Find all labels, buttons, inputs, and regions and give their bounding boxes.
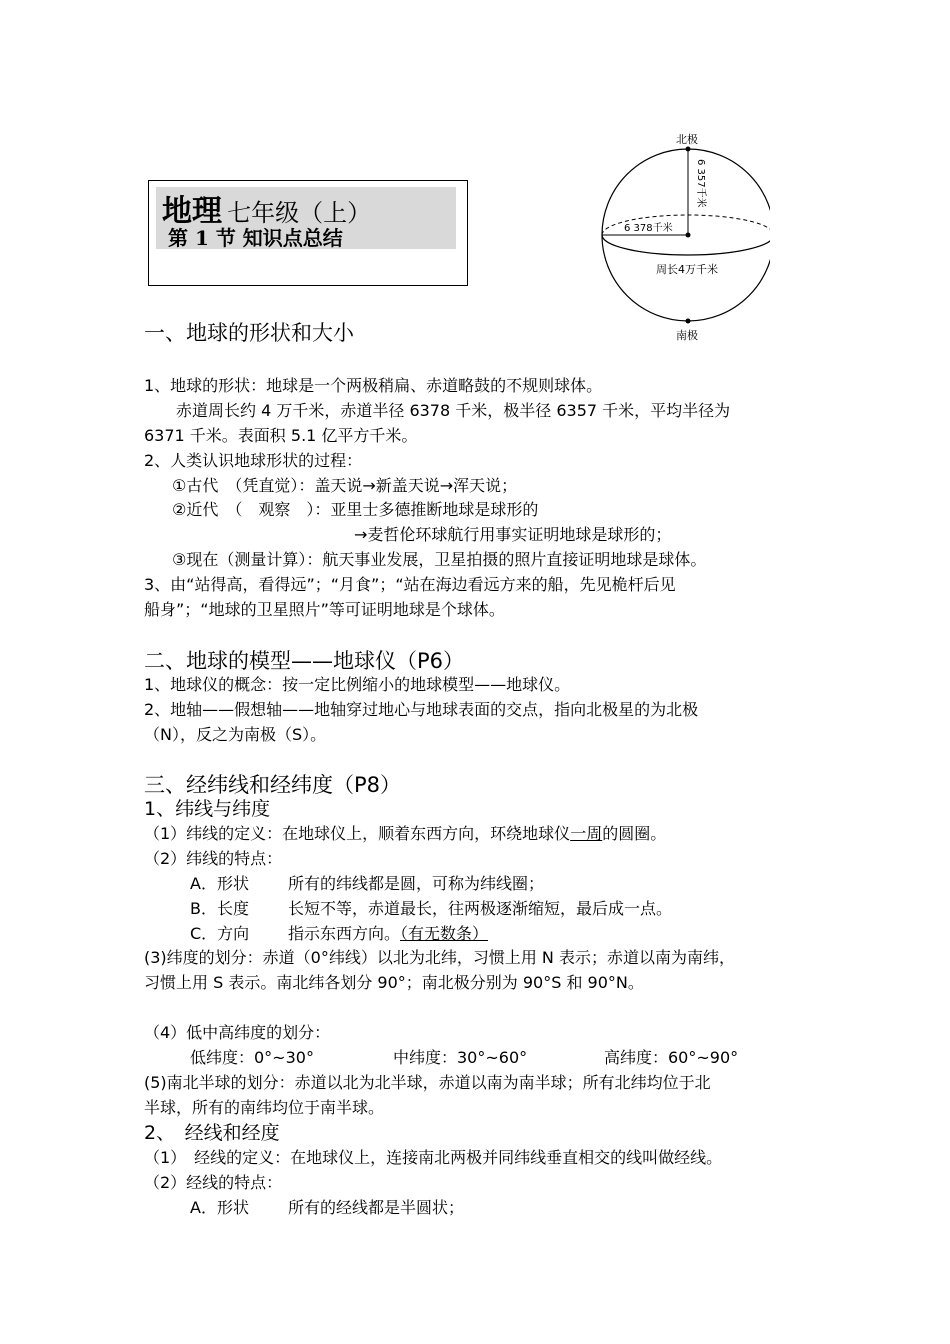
s3-sub1: 1、纬线与纬度 — [144, 798, 271, 820]
s3-p5a: (5)南北半球的划分：赤道以北为北半球，赤道以南为南半球；所有北纬均位于北 — [144, 1073, 711, 1092]
s1-p6: →麦哲伦环球航行用事实证明地球是球形的； — [354, 525, 672, 544]
s1-p7: ③现在（测量计算）：航天事业发展，卫星拍摄的照片直接证明地球是球体。 — [172, 550, 707, 569]
title-grade: 七年级（上） — [227, 199, 372, 227]
section3-heading: 三、经纬线和经纬度（P8） — [144, 773, 402, 797]
polar-radius-label: 6 357千米 — [695, 159, 706, 208]
s2-p2a: 2、地轴——假想轴——地轴穿过地心与地球表面的交点，指向北极星的为北极 — [144, 700, 699, 719]
s3-low: 低纬度：0°~30° — [190, 1048, 314, 1067]
s3-qa-text: 所有的经线都是半圆状； — [288, 1198, 465, 1217]
s1-p4: ①古代 （凭直觉）：盖天说→新盖天说→浑天说； — [172, 476, 518, 495]
s3-p1 — [144, 823, 666, 845]
s3-a-label: A．形状 — [190, 874, 249, 893]
s1-p8a: 3、由“站得高，看得远”；“月食”；“站在海边看远方来的船，先见桅杆后见 — [144, 575, 676, 594]
section2-heading: 二、地球的模型——地球仪（P6） — [144, 649, 465, 673]
s1-p1: 1、地球的形状：地球是一个两极稍扁、赤道略鼓的不规则球体。 — [144, 376, 603, 395]
s3-sub2: 2、 经线和经度 — [144, 1122, 280, 1144]
s3-p2: （2）纬线的特点： — [144, 849, 283, 868]
s3-p4: （4）低中高纬度的划分： — [144, 1023, 331, 1042]
s3-q2: （2）经线的特点： — [144, 1173, 283, 1192]
globe-diagram — [590, 125, 770, 345]
s3-b-label: B．长度 — [190, 899, 249, 918]
s3-b-text: 长短不等，赤道最长，往两极逐渐缩短，最后成一点。 — [288, 899, 673, 918]
title-subject: 地理 — [162, 194, 222, 229]
s3-high: 高纬度：60°~90° — [604, 1048, 739, 1067]
s3-c-line — [288, 923, 488, 945]
s3-p3a: (3)纬度的划分：赤道（0°纬线）以北为北纬，习惯上用 N 表示；赤道以南为南纬， — [144, 948, 735, 967]
s3-p5b: 半球，所有的南纬均位于南半球。 — [144, 1098, 385, 1117]
south-pole-label: 南极 — [676, 329, 698, 342]
s3-p1-post: 的圆圈。 — [602, 824, 667, 843]
s3-p1-pre: （1）纬线的定义：在地球仪上，顺着东西方向，环绕地球仪 — [144, 824, 571, 843]
north-pole-label: 北极 — [676, 133, 698, 146]
s1-p2b: 6371 千米。表面积 5.1 亿平方千米。 — [144, 426, 418, 445]
s3-mid: 中纬度：30°~60° — [393, 1048, 528, 1067]
s3-p3b: 习惯上用 S 表示。南北纬各划分 90°；南北极分别为 90°S 和 90°N。 — [144, 973, 644, 992]
s3-c-text: 指示东西方向。 — [288, 924, 401, 943]
s1-p5: ②近代 （ 观察 ）：亚里士多德推断地球是球形的 — [172, 500, 539, 519]
equator-radius-label: 6 378千米 — [624, 223, 673, 234]
title-section: 第 1 节 知识点总结 — [168, 226, 343, 250]
s3-p1-underline: 一周 — [570, 824, 603, 843]
s1-p2a: 赤道周长约 4 万千米，赤道半径 6378 千米，极半径 6357 千米，平均半径为 — [176, 401, 731, 420]
s2-p1: 1、地球仪的概念：按一定比例缩小的地球模型——地球仪。 — [144, 675, 571, 694]
s3-qa-label: A．形状 — [190, 1198, 249, 1217]
s3-c-underline: （有无数条） — [400, 924, 489, 943]
circumference-label: 周长4万千米 — [656, 263, 718, 276]
s1-p3: 2、人类认识地球形状的过程： — [144, 451, 363, 470]
s3-q1: （1） 经线的定义：在地球仪上，连接南北两极并同纬线垂直相交的线叫做经线。 — [144, 1148, 723, 1167]
s1-p8b: 船身”；“地球的卫星照片”等可证明地球是个球体。 — [144, 600, 505, 619]
s3-a-text: 所有的纬线都是圆，可称为纬线圈； — [288, 874, 545, 893]
section1-heading: 一、地球的形状和大小 — [144, 321, 354, 345]
s2-p2b: （N），反之为南极（S）。 — [144, 725, 327, 744]
s3-c-label: C．方向 — [190, 924, 250, 943]
